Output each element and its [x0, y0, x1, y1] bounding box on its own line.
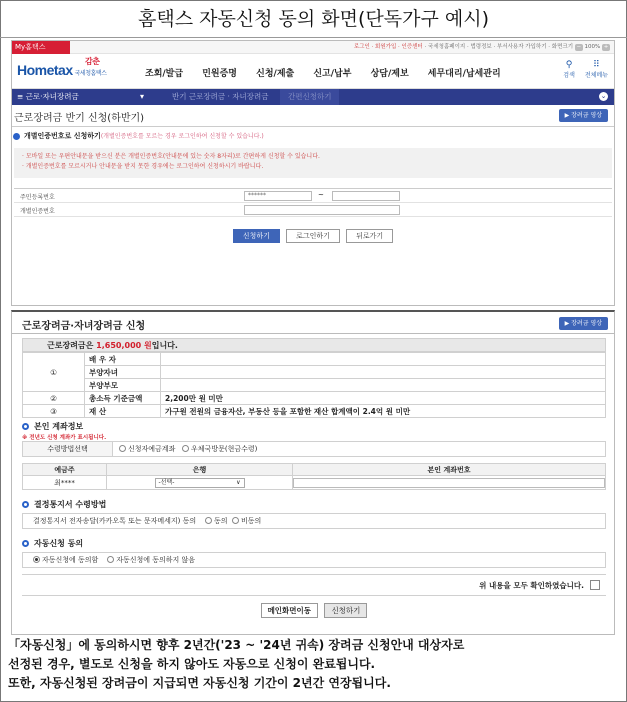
col-holder: 예금주: [23, 464, 107, 476]
menu-item-tax-filing[interactable]: 신고/납부: [313, 69, 352, 79]
amount-prefix: 근로장려금은: [47, 341, 97, 350]
bullet-icon: [13, 133, 20, 140]
main-menu: [145, 66, 517, 79]
criteria-key: 부양부모: [85, 379, 161, 392]
menu-item-application[interactable]: 신청/제출: [256, 69, 295, 79]
page-title: 근로장려금 반기 신청(하반기): [14, 113, 145, 124]
radio-bank-account[interactable]: [119, 445, 126, 452]
receive-method-options: [119, 442, 257, 456]
logo-tag: 감춘: [85, 57, 100, 66]
video-badge-label: 장려금 영상: [571, 112, 602, 119]
radio-notice-agree[interactable]: [205, 517, 212, 524]
radio-auto-agree[interactable]: [33, 556, 40, 563]
radio-notice-disagree[interactable]: [232, 517, 239, 524]
nav-icons: [555, 60, 608, 79]
notice-line-1: · 모바일 또는 우편안내문을 받으신 분은 개별인증번호(안내문에 있는 숫자 8자리)로 간편하게 신청할 수 있습니다.: [22, 153, 320, 160]
breadcrumb-mid[interactable]: 반기 근로장려금 · 자녀장려금: [172, 92, 269, 101]
footer-explanation: [8, 636, 620, 693]
radio-auto-disagree[interactable]: [107, 556, 114, 563]
criteria-val: [161, 353, 606, 366]
notice-section-title: [22, 499, 606, 511]
application-heading-bar: [12, 312, 614, 334]
logo-sub: 국세청홈택스: [74, 71, 107, 77]
section-ring-icon: [22, 501, 29, 508]
section-auth-apply: [12, 130, 614, 144]
application-body: [22, 338, 606, 618]
video-badge-button[interactable]: [559, 109, 608, 122]
account-section-title: [22, 421, 606, 433]
receive-method-row: [22, 441, 606, 457]
receive-method-label: 수령방법선택: [23, 442, 113, 456]
menu-item-inquiry[interactable]: 조회/발급: [145, 69, 184, 79]
breadcrumb-current[interactable]: 간편신청하기: [280, 89, 339, 105]
auth-number-label: 개별인증번호: [20, 208, 55, 215]
rrn-dash: ~: [318, 191, 324, 199]
criteria-no: ③: [23, 405, 85, 418]
account-note: ※ 전년도 신청 계좌가 표시됩니다.: [22, 435, 107, 441]
hometax-logo[interactable]: [17, 57, 107, 78]
radio-notice-agree-label[interactable]: 동의: [214, 517, 228, 525]
criteria-val: [161, 379, 606, 392]
my-hometax-tab[interactable]: My홈택스: [12, 41, 70, 54]
menu-item-certificates[interactable]: 민원증명: [202, 69, 237, 79]
holder-value: 최****: [23, 476, 107, 490]
notice-box: [14, 148, 612, 178]
radio-post-office[interactable]: [182, 445, 189, 452]
amount-value: 1,650,000 원: [96, 341, 152, 350]
account-cell: [293, 476, 606, 490]
radio-post-office-label[interactable]: 우체국방문(현금수령): [191, 445, 258, 453]
auto-title-text: 자동신청 동의: [34, 539, 84, 548]
footer-line-2: 선정된 경우, 별도로 신청을 하지 않아도 자동으로 신청이 완료됩니다.: [8, 657, 376, 671]
breadcrumb: [12, 89, 614, 105]
criteria-key: 재 산: [85, 405, 161, 418]
video-badge-button[interactable]: [559, 317, 608, 330]
table-row: [23, 405, 606, 418]
confirm-checkbox[interactable]: [590, 580, 600, 590]
top-links-red[interactable]: 로그인 · 회원가입 · 인증센터: [353, 44, 423, 50]
grid-icon: ⠿: [593, 60, 600, 70]
criteria-val: 가구원 전원의 금융자산, 부동산 등을 포함한 재산 합계액이 2.4억 원 미만: [161, 405, 606, 418]
criteria-key: 부양자녀: [85, 366, 161, 379]
search-icon: ⚲: [565, 60, 573, 70]
screenshot-login-form: [11, 40, 615, 306]
auth-form: [14, 188, 612, 217]
logo-text: Hometax: [17, 62, 73, 78]
section-ring-icon: [22, 423, 29, 430]
screenshot-application-form: [11, 310, 615, 635]
breadcrumb-root[interactable]: ≡ 근로·자녀장려금: [17, 92, 79, 101]
notice-consent-row: [22, 513, 606, 529]
amount-row: [22, 338, 606, 352]
play-icon: ▶: [564, 112, 572, 119]
radio-bank-account-label[interactable]: 신청자예금계좌: [128, 445, 176, 453]
top-links: [354, 41, 610, 54]
amount-suffix: 입니다.: [151, 341, 178, 350]
notice-line-2: · 개별인증번호를 모르시거나 안내문을 받지 못한 경우에는 로그인하여 신청하시기 바랍니다.: [22, 163, 264, 170]
criteria-key: 배 우 자: [85, 353, 161, 366]
page-heading-bar: [12, 105, 614, 127]
confirm-row: [22, 574, 606, 596]
submit-apply-button[interactable]: 신청하기: [324, 603, 367, 618]
section-title: [24, 131, 264, 141]
zoom-in-icon[interactable]: +: [603, 44, 609, 50]
all-menu-label: 전체메뉴: [584, 72, 608, 79]
table-row: [23, 476, 606, 490]
zoom-out-icon[interactable]: −: [576, 44, 582, 50]
search-label: 검색: [563, 72, 575, 79]
bank-cell: [107, 476, 293, 490]
section-hint: (개별인증번호를 모르는 경우 로그인하여 신청할 수 있습니다.): [100, 133, 264, 140]
form-row-rrn: [14, 189, 612, 203]
zoom-level: 100%: [584, 44, 601, 50]
page-caption: 홈택스 자동신청 동의 화면(단독가구 예시): [0, 0, 627, 38]
footer-line-1: 「자동신청」에 동의하시면 향후 2년간('23 ~ '24년 귀속) 장려금 신청안내 대상자로: [8, 638, 465, 652]
account-table: [22, 463, 606, 490]
play-icon: ▶: [564, 320, 572, 327]
rrn-front-input[interactable]: ******: [244, 191, 312, 201]
auto-section-title: [22, 538, 606, 550]
criteria-no: ①: [23, 353, 85, 392]
criteria-val: [161, 366, 606, 379]
apply-button[interactable]: 신청하기: [233, 229, 280, 243]
section-title-text: 개별인증번호로 신청하기: [24, 132, 101, 140]
table-row: [23, 353, 606, 366]
top-utility-bar: [12, 41, 614, 54]
application-title: 근로장려금·자녀장려금 신청: [22, 321, 146, 332]
table-header-row: [23, 464, 606, 476]
criteria-no: ②: [23, 392, 85, 405]
all-menu-button[interactable]: [585, 60, 608, 79]
login-button[interactable]: 로그인하기: [286, 229, 340, 243]
criteria-val: 2,200만 원 미만: [161, 392, 606, 405]
form-buttons: [12, 229, 614, 243]
search-button[interactable]: [563, 60, 575, 79]
confirm-text: 위 내용을 모두 확인하였습니다.: [479, 581, 584, 590]
section-ring-icon: [22, 540, 29, 547]
criteria-key: 총소득 기준금액: [85, 392, 161, 405]
radio-auto-disagree-label[interactable]: 자동신청에 동의하지 않음: [116, 556, 196, 564]
criteria-table: [22, 352, 606, 418]
rrn-back-input[interactable]: [332, 191, 400, 201]
main-screen-button[interactable]: 메인화면이동: [261, 603, 318, 618]
rrn-label: 주민등록번호: [20, 194, 55, 201]
application-buttons: [22, 603, 606, 618]
col-bank: 은행: [107, 464, 293, 476]
notice-title-text: 결정통지서 수령방법: [34, 500, 107, 509]
col-account: 본인 계좌번호: [293, 464, 606, 476]
top-links-grey[interactable]: · 국세청홈페이지 · 법령정보 · 부서사용자 가입하기 · 화면크기: [424, 44, 574, 50]
chevron-down-icon[interactable]: ⌄: [600, 92, 607, 100]
video-badge-label: 장려금 영상: [571, 320, 602, 327]
bank-select[interactable]: -선택- ∨: [155, 478, 245, 488]
form-row-auth: [14, 203, 612, 217]
back-button[interactable]: 뒤로가기: [346, 229, 393, 243]
chevron-down-icon[interactable]: ▾: [140, 92, 145, 101]
account-number-input[interactable]: [293, 478, 605, 488]
notice-consent-label: 결정통지서 전자송달(카카오톡 또는 문자메세지) 동의: [33, 517, 197, 525]
table-row: [23, 379, 606, 392]
account-title-text: 본인 계좌정보: [34, 422, 84, 431]
table-row: [23, 366, 606, 379]
radio-auto-agree-label[interactable]: 자동신청에 동의함: [42, 556, 99, 564]
main-nav: [12, 54, 614, 89]
table-row: [23, 392, 606, 405]
menu-item-consult[interactable]: 상담/제보: [370, 69, 409, 79]
auth-number-input[interactable]: [244, 205, 400, 215]
auto-consent-row: [22, 552, 606, 568]
menu-item-agent[interactable]: 세무대리/납세관리: [427, 69, 501, 79]
footer-line-3: 또한, 자동신청된 장려금이 지급되면 자동신청 기간이 2년간 연장됩니다.: [8, 676, 391, 690]
radio-notice-disagree-label[interactable]: 비동의: [241, 517, 262, 525]
